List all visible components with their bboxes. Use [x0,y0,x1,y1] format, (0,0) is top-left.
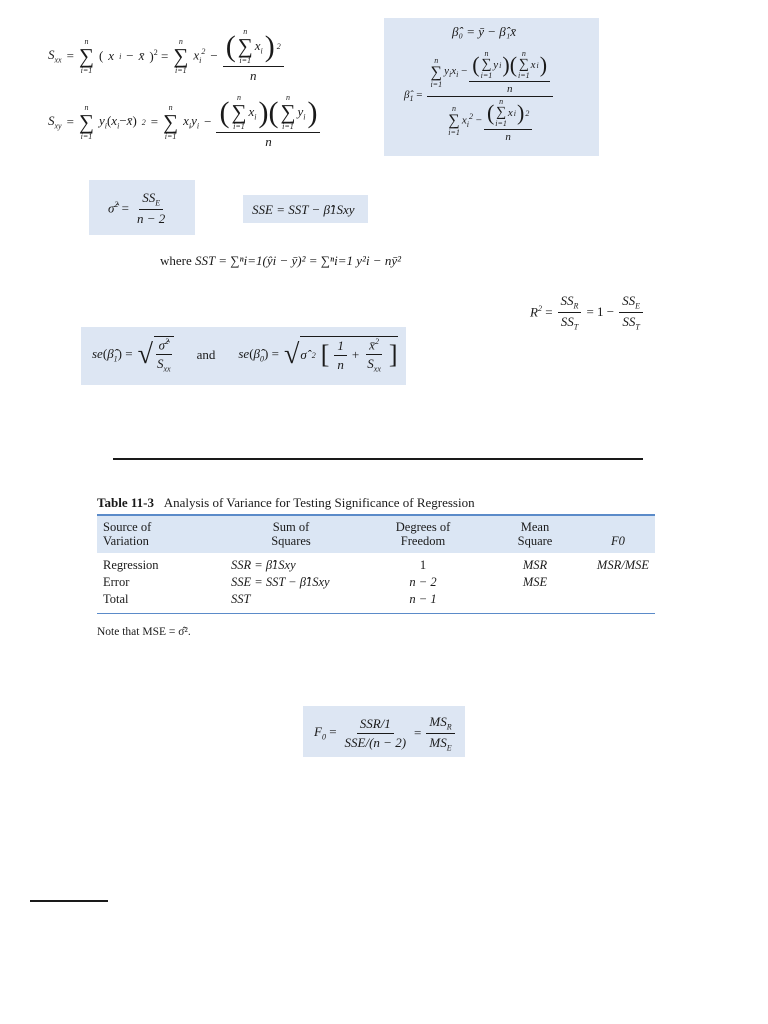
equals-one-minus: = 1 − [586,304,615,320]
cell-mean-square: MSR [522,557,548,572]
f0-symbol: F [314,724,322,740]
sxx-formula: $S_{xx}$ = n ∑ i=1 ( x i − x̄ )$^2$ = n ∑ i=1 $x_i^2$ − ( n ∑ i=1 $x_i$ ) 2 n [48,28,284,84]
cell-sum-squares: SSE = SST − β̂1Sxy [231,574,330,589]
cell-sum-squares: SST [231,591,251,606]
table-title: Analysis of Variance for Testing Significance of Regression [163,495,475,510]
table-row [97,553,655,574]
beta1-symbol: β̂ [404,89,410,102]
table-row [97,591,655,613]
f0-denominator: SSE/(n − 2) [344,734,407,750]
table-number: Table 11-3 [97,495,154,510]
sigma-symbol: σ̂ [108,200,115,216]
cell-sum-squares: SSR = β̂1Sxy [231,557,296,572]
cell-source: Error [103,574,130,589]
standard-errors-formula: $se(\betâ_1)$ = √ $\frac{\sigmâ^2}{S_{xx}}$ and $se(\betâ_0)$ = √ σ̂ 2 [ $\frac{1}{n}$ + $\frac{x̄^2}{S_{xx}}$ ] [92,337,398,374]
section-separator [113,458,643,460]
table-header-row [97,516,655,553]
anova-table [97,516,655,613]
se-label: se [92,346,103,362]
header-sum-squares: Sum of Squares [271,520,311,549]
beta0-formula: β̂₀ = ȳ − β̂₁x̄ [452,24,517,39]
cell-mean-square [489,591,581,613]
r-symbol: R [530,304,538,320]
cell-source: Regression [103,557,159,572]
footnote-rule [30,900,108,902]
table-row [97,574,655,591]
r-squared-formula: $R^2$ = $\frac{SS_R}{SS_T}$ = 1 − $\frac{SS_E}{SS_T}$ [530,293,643,331]
cell-mean-square: MSE [522,574,548,589]
beta1-formula: $\betâ_1$ = n ∑ i=1 $y_ix_i$ − ( n ∑ i=1 y i )( n ∑ i=1 x i ) n n ∑ i=1 $x_i^2$ − ( n ∑ i=1 x i ) 2 n [404,50,553,143]
header-f0: F0 [611,534,625,549]
f0-numerator: SSR/1 [357,716,394,734]
cell-df: 1 [419,557,427,572]
cell-df: n − 1 [409,591,437,606]
header-mean-square: Mean Square [517,520,553,549]
f0-formula: $F_0$ = $\frac{\text{SSR/1}}{\text{SSE/(n − 2)}}$ = $\frac{MS_R}{MS_E}$ [314,714,455,752]
sst-formula: SST = ∑ⁿi=1(ŷi − ȳ)² = ∑ⁿi=1 y²i − nȳ² [195,253,401,268]
sigma-squared-formula: σ̂$^2$ = $\frac{SS_E}{n - 2}$ [108,190,168,227]
header-df: Degrees of Freedom [395,520,451,549]
where-label: where [160,253,192,268]
sst-definition [160,253,401,269]
header-source: Source of Variation [103,520,152,549]
table-caption [97,495,475,511]
sxy-formula: $S_{xy}$ = n ∑ i=1 $y_i(x_i-x̄)$ 2 = n ∑ i=1 $x_iy_i$ − ( n ∑ i=1 $x_i$ )( n ∑ i=1 $y_i$ ) n [48,94,320,150]
cell-f0: MSR/MSE [596,557,649,572]
fraction-denominator: n [249,68,257,83]
cell-f0 [581,574,655,591]
and-label: and [196,346,216,362]
cell-source: Total [103,591,129,606]
cell-df: n − 2 [409,574,437,589]
sigma-denominator: n − 2 [137,210,166,226]
table-note: Note that MSE = σ̂². [97,626,191,638]
sse-formula: SSE = SST − β̂1Sxy [252,202,355,217]
cell-f0 [581,591,655,613]
anova-table-wrapper [97,514,655,614]
one-numerator: 1 [334,338,347,356]
